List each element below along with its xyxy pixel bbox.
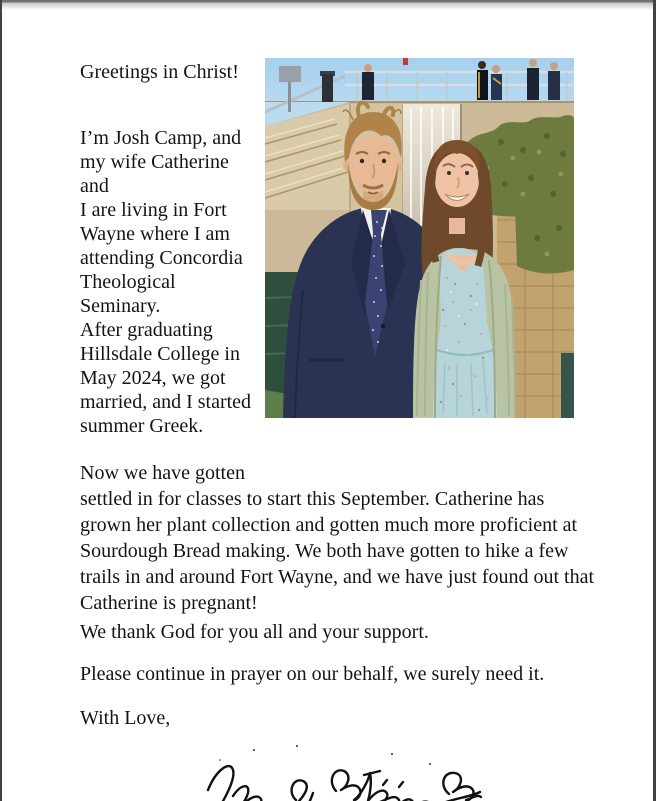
- intro-paragraph: I’m Josh Camp, and my wife Catherine and I are living in Fort Wayne where I am attending Concordia Theological Seminary. After graduating Hillsdale College in May 2024, we got married, and I started summer Greek.: [80, 127, 252, 437]
- closing-line: With Love,: [80, 707, 171, 729]
- couple-photo: [265, 58, 574, 418]
- prayer-line: Please continue in prayer on our behalf, we surely need it.: [80, 663, 545, 685]
- thanks-line: We thank God for you all and your support.: [80, 621, 429, 643]
- signature-handwriting: [184, 742, 484, 801]
- letter-body: [2, 0, 653, 801]
- update-paragraph: Now we have gotten settled in for classes to start this September. Catherine has grown her plant collection and gotten much more proficient at Sourdough Bread making. We both have gotten to hike a few trails in and around Fort Wayne, and we have just found out that Catherine is pregnant!: [80, 462, 595, 614]
- greeting-line: Greetings in Christ!: [80, 61, 239, 83]
